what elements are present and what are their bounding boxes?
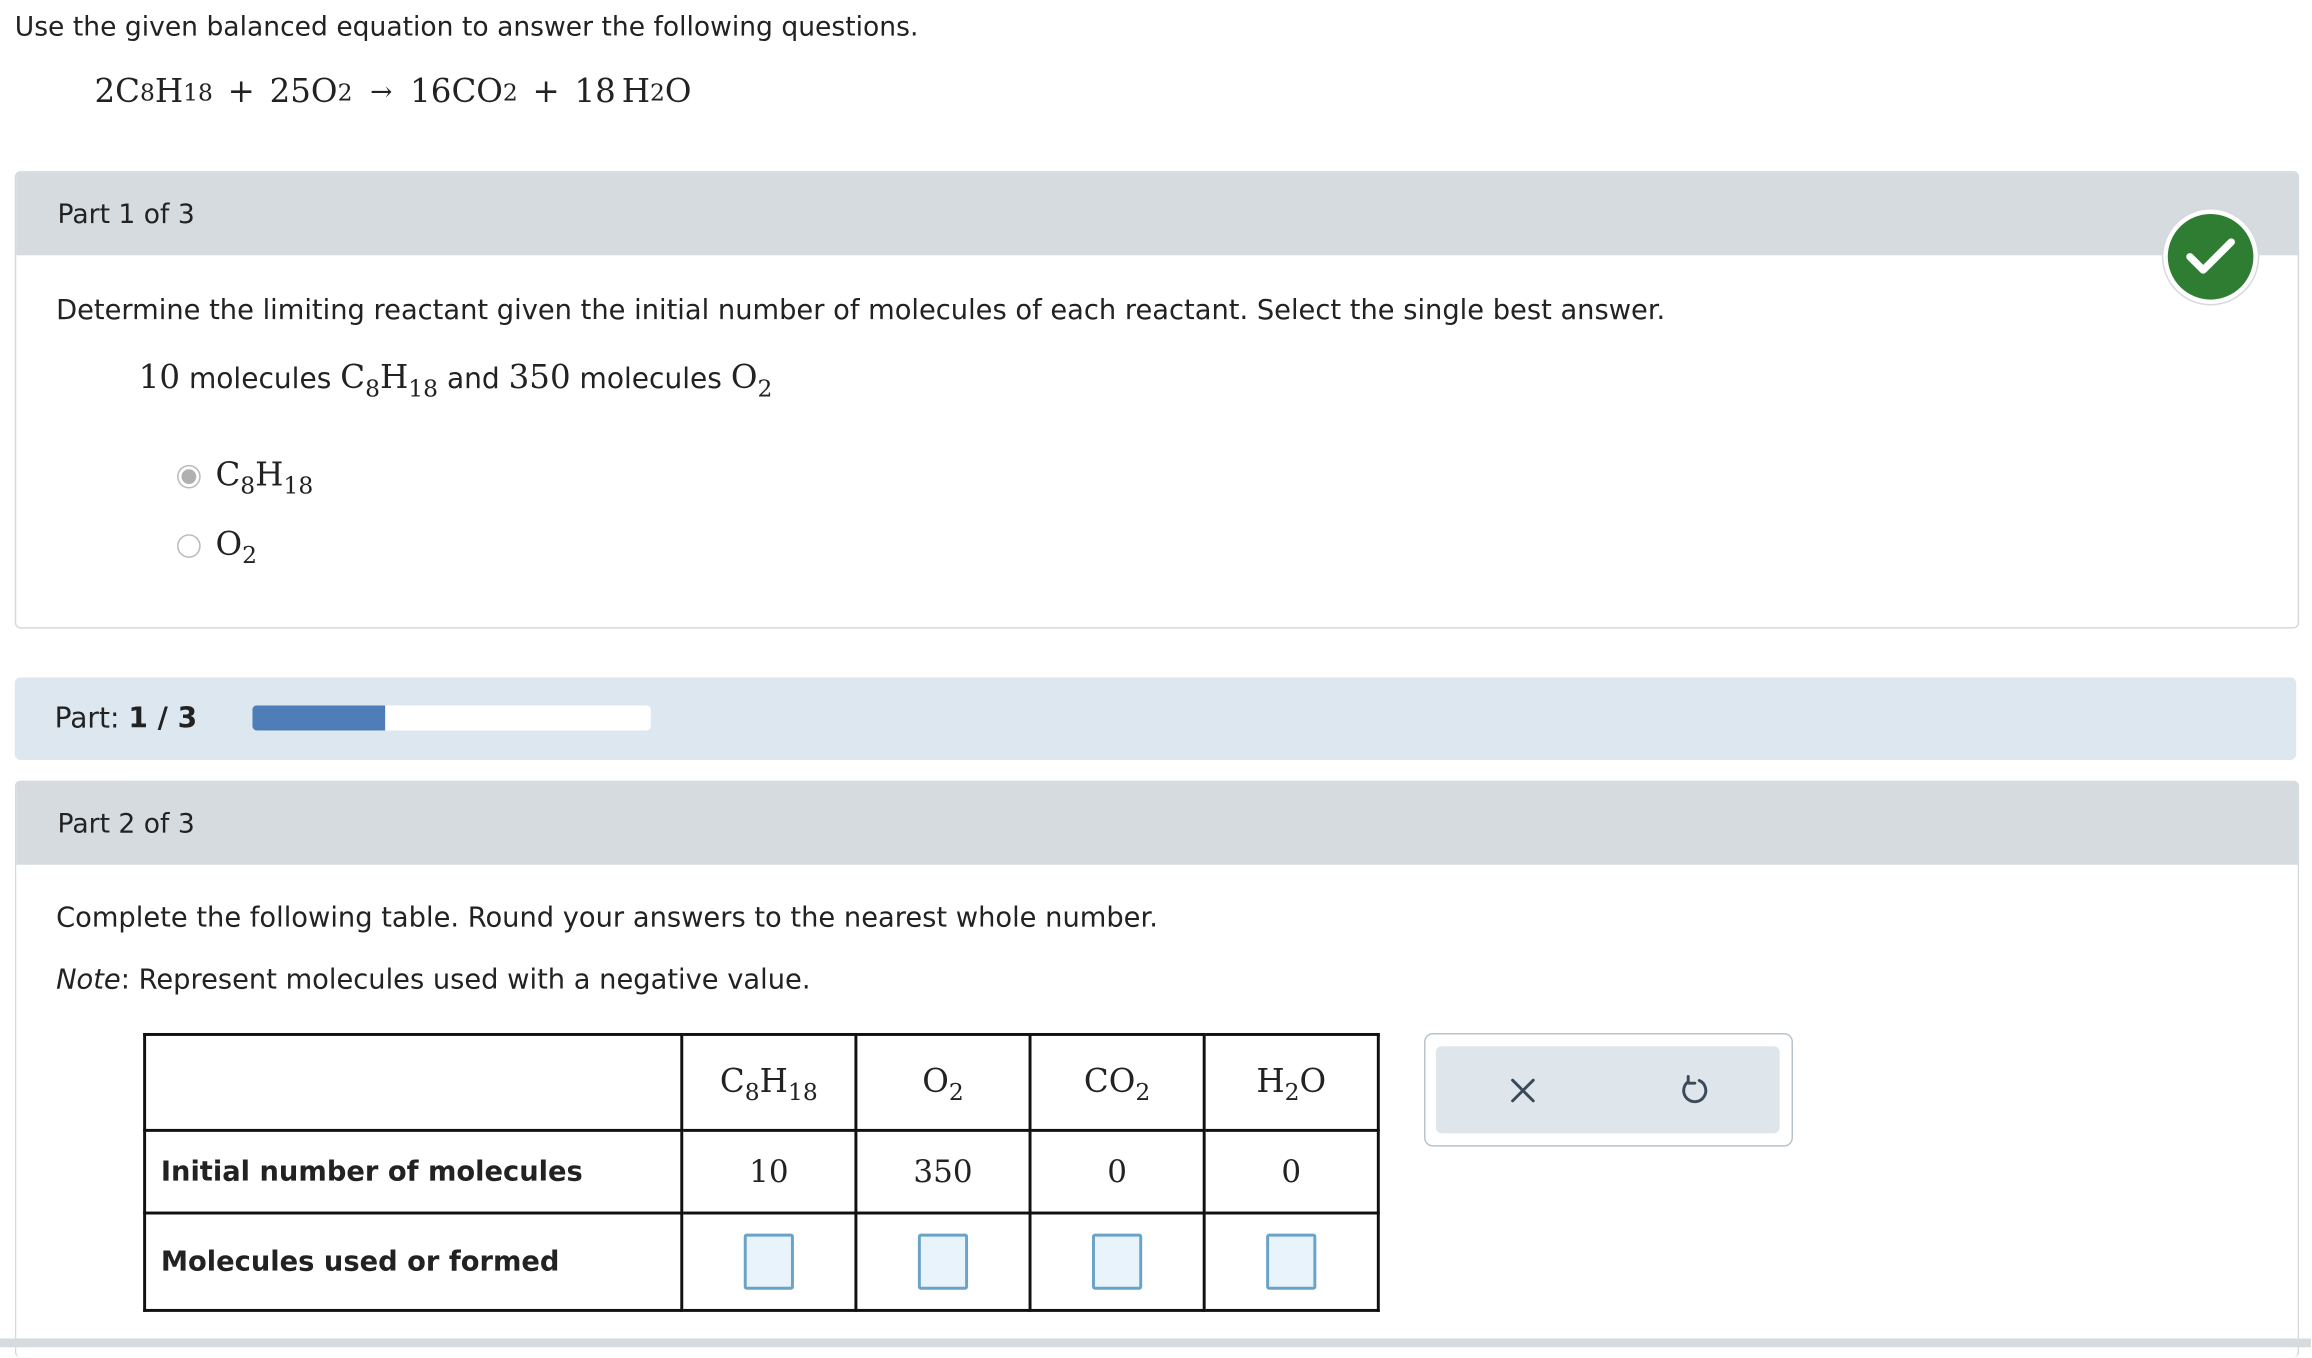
col-header-c8h18: $C_8H_{18}$	[682, 1034, 856, 1130]
answer-cell	[856, 1213, 1030, 1310]
undo-icon[interactable]	[1673, 1070, 1714, 1111]
element: C	[340, 360, 366, 397]
element: H	[621, 73, 651, 111]
col-header-o2: $O_2$	[856, 1034, 1030, 1130]
reaction-arrow: →	[370, 76, 393, 108]
given-quantities	[138, 360, 773, 403]
subscript: 8	[365, 374, 380, 403]
element: O	[730, 360, 758, 397]
progress-label: Part: 1 / 3	[54, 702, 198, 735]
coef: 25	[269, 73, 311, 111]
choice-c8h18[interactable]	[177, 457, 314, 500]
coef: 2	[94, 73, 116, 111]
radio-unselected[interactable]	[177, 533, 201, 557]
intro-text: Use the given balanced equation to answer the following questions.	[14, 11, 919, 43]
choice-label: $O_2$	[215, 526, 257, 569]
progress-count: 1 / 3	[128, 702, 198, 735]
subscript: 18	[408, 374, 439, 403]
cell-value: 0	[1204, 1130, 1378, 1213]
table-row	[145, 1213, 1379, 1310]
answer-table	[143, 1033, 1380, 1312]
answer-input-c8h18[interactable]	[744, 1234, 794, 1290]
part1-header: Part 1 of 3	[16, 173, 2297, 256]
answer-cell	[682, 1213, 856, 1310]
coef: 16	[410, 73, 452, 111]
answer-input-co2[interactable]	[1092, 1234, 1142, 1290]
check-icon	[2163, 210, 2257, 304]
choice-label: $C_8H_{18}$	[215, 457, 314, 500]
part1-question: Determine the limiting reactant given the initial number of molecules of each reactant. Select the single best answer.	[56, 295, 1666, 327]
element: O	[664, 73, 692, 111]
answer-cell	[1030, 1213, 1204, 1310]
part2-header: Part 2 of 3	[16, 782, 2297, 865]
radio-selected[interactable]	[177, 464, 201, 488]
quantity: 350	[508, 360, 571, 397]
progress-fill	[252, 705, 385, 730]
answer-input-o2[interactable]	[918, 1234, 968, 1290]
element: H	[379, 360, 409, 397]
answer-input-h2o[interactable]	[1266, 1234, 1316, 1290]
element: O	[310, 73, 338, 111]
table-row	[145, 1130, 1379, 1213]
row-label: Initial number of molecules	[145, 1130, 682, 1213]
tool-panel-inner	[1436, 1046, 1780, 1133]
element: C	[115, 73, 140, 111]
balanced-equation: 2 C 8 H 18 + 25 O 2 → 16 CO 2 + 18 H 2 O	[94, 73, 692, 111]
cell-value: 10	[682, 1130, 856, 1213]
subscript: 2	[757, 374, 773, 403]
quantity: 10	[138, 360, 181, 397]
cell-value: 350	[856, 1130, 1030, 1213]
col-header-co2: $CO_2$	[1030, 1034, 1204, 1130]
unit-text: molecules	[579, 363, 722, 396]
close-icon[interactable]	[1502, 1070, 1543, 1111]
element: H	[154, 73, 184, 111]
row-label: Molecules used or formed	[145, 1213, 682, 1310]
plus-sign: +	[227, 73, 255, 111]
header-blank	[145, 1034, 682, 1130]
element: CO	[451, 73, 503, 111]
col-header-h2o: $H_2O$	[1204, 1034, 1378, 1130]
cell-value: 0	[1030, 1130, 1204, 1213]
note-text: Note: Represent molecules used with a negative value.	[56, 965, 811, 997]
choice-o2[interactable]	[177, 526, 257, 569]
and-text: and	[446, 363, 500, 396]
answer-cell	[1204, 1213, 1378, 1310]
tool-panel	[1424, 1033, 1793, 1147]
coef: 18	[574, 73, 616, 111]
unit-text: molecules	[188, 363, 332, 396]
plus-sign: +	[532, 73, 560, 111]
progress-track	[252, 705, 650, 730]
part1-panel	[15, 171, 2299, 628]
part2-question: Complete the following table. Round your answers to the nearest whole number.	[56, 903, 1158, 935]
progress-bar	[15, 677, 2296, 760]
